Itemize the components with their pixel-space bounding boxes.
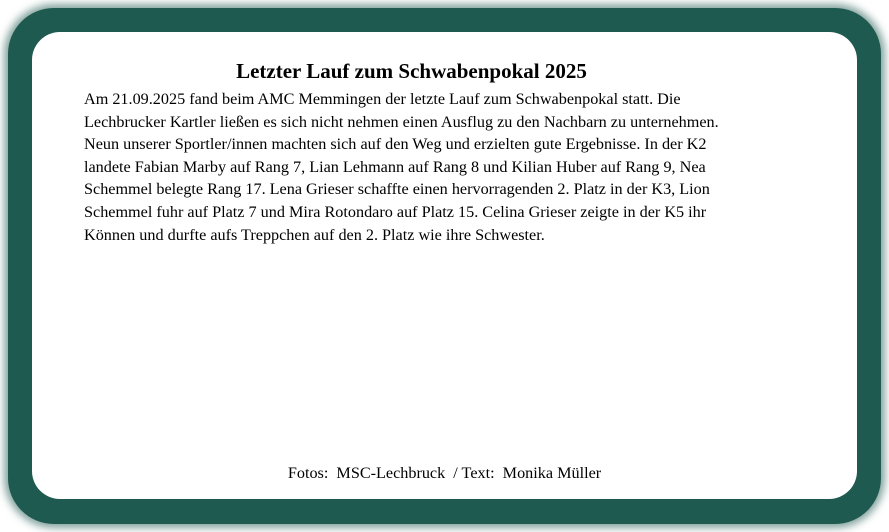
article-body: Am 21.09.2025 fand beim AMC Memmingen der letzte Lauf zum Schwabenpokal statt. Die Lechbrucker Kartler ließen es sich nicht nehmen einen Ausflug zu den Nachbarn zu unternehmen. Neun unserer Sportler/innen machten sich auf den Weg und erzielten gute Ergebnisse. In der K2 landete Fabian Marby auf Rang 7, Lian Lehmann auf Rang 8 und Kilian Huber auf Rang 9, Nea Schemmel belegte Rang 17. Lena Grieser schaffte einen hervorragenden 2. Platz in der K3, Lion Schemmel fuhr auf Platz 7 und Mira Rotondaro auf Platz 15. Celina Grieser zeigte in der K5 ihr Können und durfte aufs Treppchen auf den 2. Platz wie ihre Schwester. xyxy=(84,90,719,244)
article-title xyxy=(0,58,889,84)
article-title-text: Letzter Lauf zum Schwabenpokal 2025 xyxy=(236,59,587,84)
article-credits: Fotos: MSC-Lechbruck / Text: Monika Müller xyxy=(287,464,602,482)
